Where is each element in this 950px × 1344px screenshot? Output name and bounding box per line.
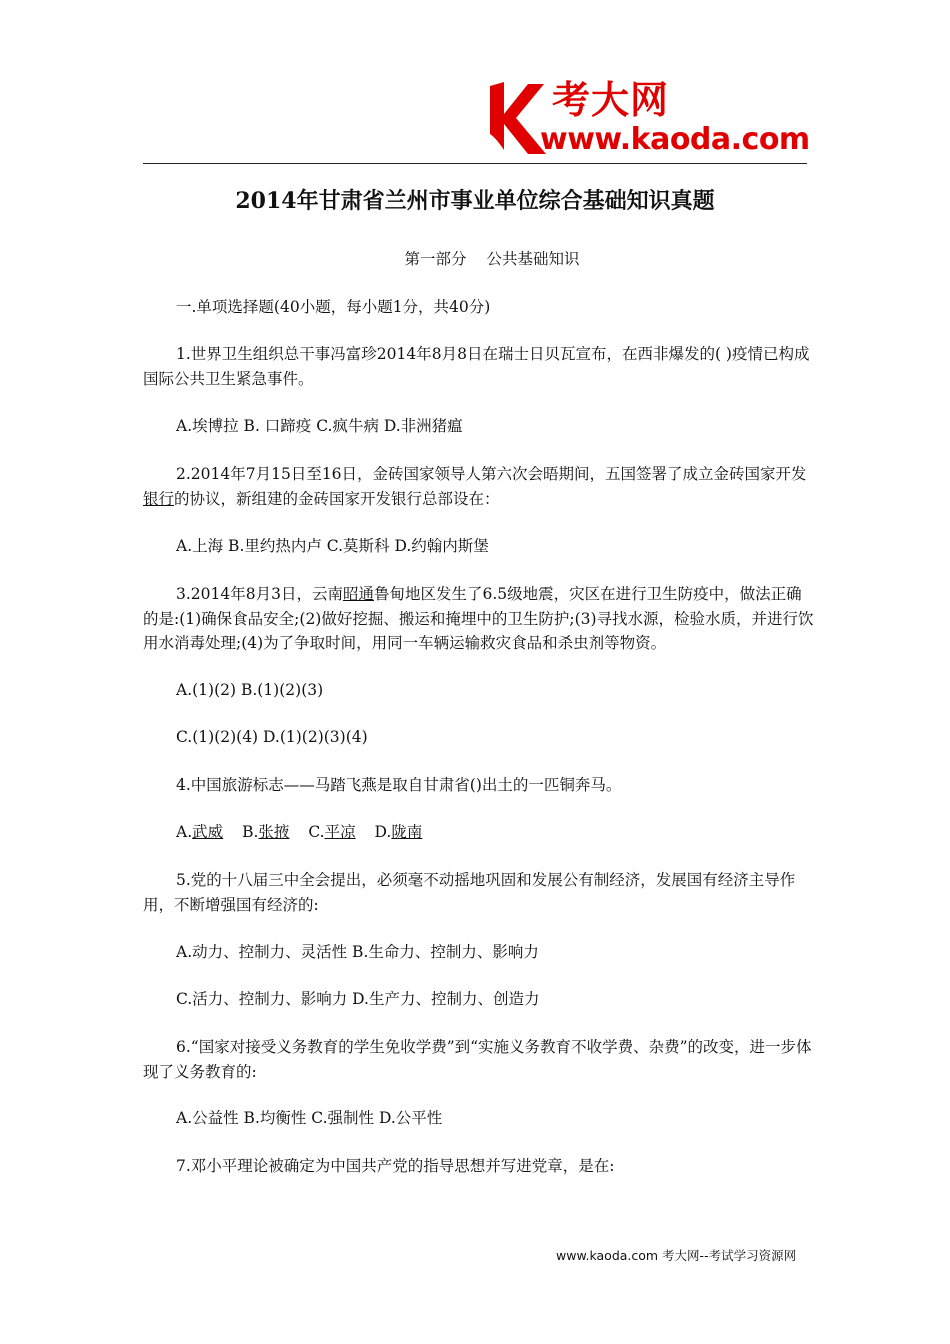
link-wuwei[interactable]: 武威 (192, 823, 224, 841)
question-5-options-2: C.活力、控制力、影响力 D.生产力、控制力、创造力 (176, 990, 540, 1008)
option-b (242, 823, 289, 841)
question-6-options: A.公益性 B.均衡性 C.强制性 D.公平性 (176, 1109, 443, 1127)
option-d (375, 823, 423, 841)
section-part: 第一部分 (404, 250, 467, 268)
question-4: 4.中国旅游标志——马踏飞燕是取自甘肃省()出土的一匹铜奔马。 (176, 776, 622, 794)
footer-text: www.kaoda.com 考大网--考试学习资源网 (556, 1248, 797, 1263)
option-a (176, 823, 223, 841)
question-5-options-1: A.动力、控制力、灵活性 B.生命力、控制力、影响力 (176, 943, 539, 961)
question-2-options: A.上海 B.里约热内卢 C.莫斯科 D.约翰内斯堡 (176, 537, 489, 555)
kaoda-logo[interactable] (486, 78, 816, 160)
link-pingliang[interactable]: 平凉 (324, 823, 356, 841)
link-longnan[interactable]: 陇南 (391, 823, 423, 841)
option-b-prefix: B. (242, 823, 259, 841)
section-heading (0, 248, 950, 270)
question-1: 1.世界卫生组织总干事冯富珍2014年8月8日在瑞士日贝瓦宣布，在西非爆发的( )疫情已构成国际公共卫生紧急事件。 (143, 345, 810, 388)
instructions: 一.单项选择题(40小题，每小题1分，共40分) (176, 298, 491, 316)
question-1-options: A.埃博拉 B. 口蹄疫 C.疯牛病 D.非洲猪瘟 (176, 417, 463, 435)
question-2 (143, 462, 815, 511)
link-bank[interactable]: 银行 (143, 489, 175, 508)
logo-url: www.kaoda.com (540, 122, 810, 157)
question-5: 5.党的十八届三中全会提出，必须毫不动摇地巩固和发展公有制经济，发展国有经济主导作用，不断增强国有经济的: (143, 871, 796, 914)
page-title: 2014年甘肃省兰州市事业单位综合基础知识真题 (235, 188, 715, 214)
question-4-options (176, 820, 816, 845)
option-d-prefix: D. (374, 823, 392, 841)
section-name: 公共基础知识 (486, 250, 580, 268)
question-3-text-a: 3.2014年8月3日，云南 (176, 585, 343, 603)
option-a-prefix: A. (176, 823, 193, 841)
question-3-options-2: C.(1)(2)(4) D.(1)(2)(3)(4) (176, 728, 368, 746)
k-logo-icon (486, 78, 548, 156)
question-7: 7.邓小平理论被确定为中国共产党的指导思想并写进党章，是在: (176, 1157, 615, 1175)
link-zhangye[interactable]: 张掖 (258, 823, 290, 841)
question-3-options-1: A.(1)(2) B.(1)(2)(3) (176, 681, 324, 699)
question-2-text-a: 2.2014年7月15日至16日，金砖国家领导人第六次会晤期间，五国签署了成立金砖国家开发 (176, 465, 807, 483)
option-c-prefix: C. (308, 823, 325, 841)
header-divider (143, 163, 807, 164)
question-3 (143, 582, 815, 656)
question-2-text-b: 的协议，新组建的金砖国家开发银行总部设在： (174, 489, 500, 508)
question-3-text-b: 鲁甸地区发生了6.5级地震，灾区在进行卫生防疫中，做法正确的是:(1)确保食品安全;(2)做好挖掘、搬运和掩埋中的卫生防护;(3)寻找水源，检验水质，并进行饮用水消毒处理;(4)为了争取时间，用同一车辆运输救灾食品和杀虫剂等物资。 (143, 585, 814, 652)
option-c (308, 823, 355, 841)
link-zhaotong[interactable]: 昭通 (342, 585, 374, 603)
question-6: 6.“国家对接受义务教育的学生免收学费”到“实施义务教育不收学费、杂费”的改变，进一步体现了义务教育的: (143, 1038, 812, 1081)
logo-chinese-name: 考大网 (552, 78, 670, 122)
